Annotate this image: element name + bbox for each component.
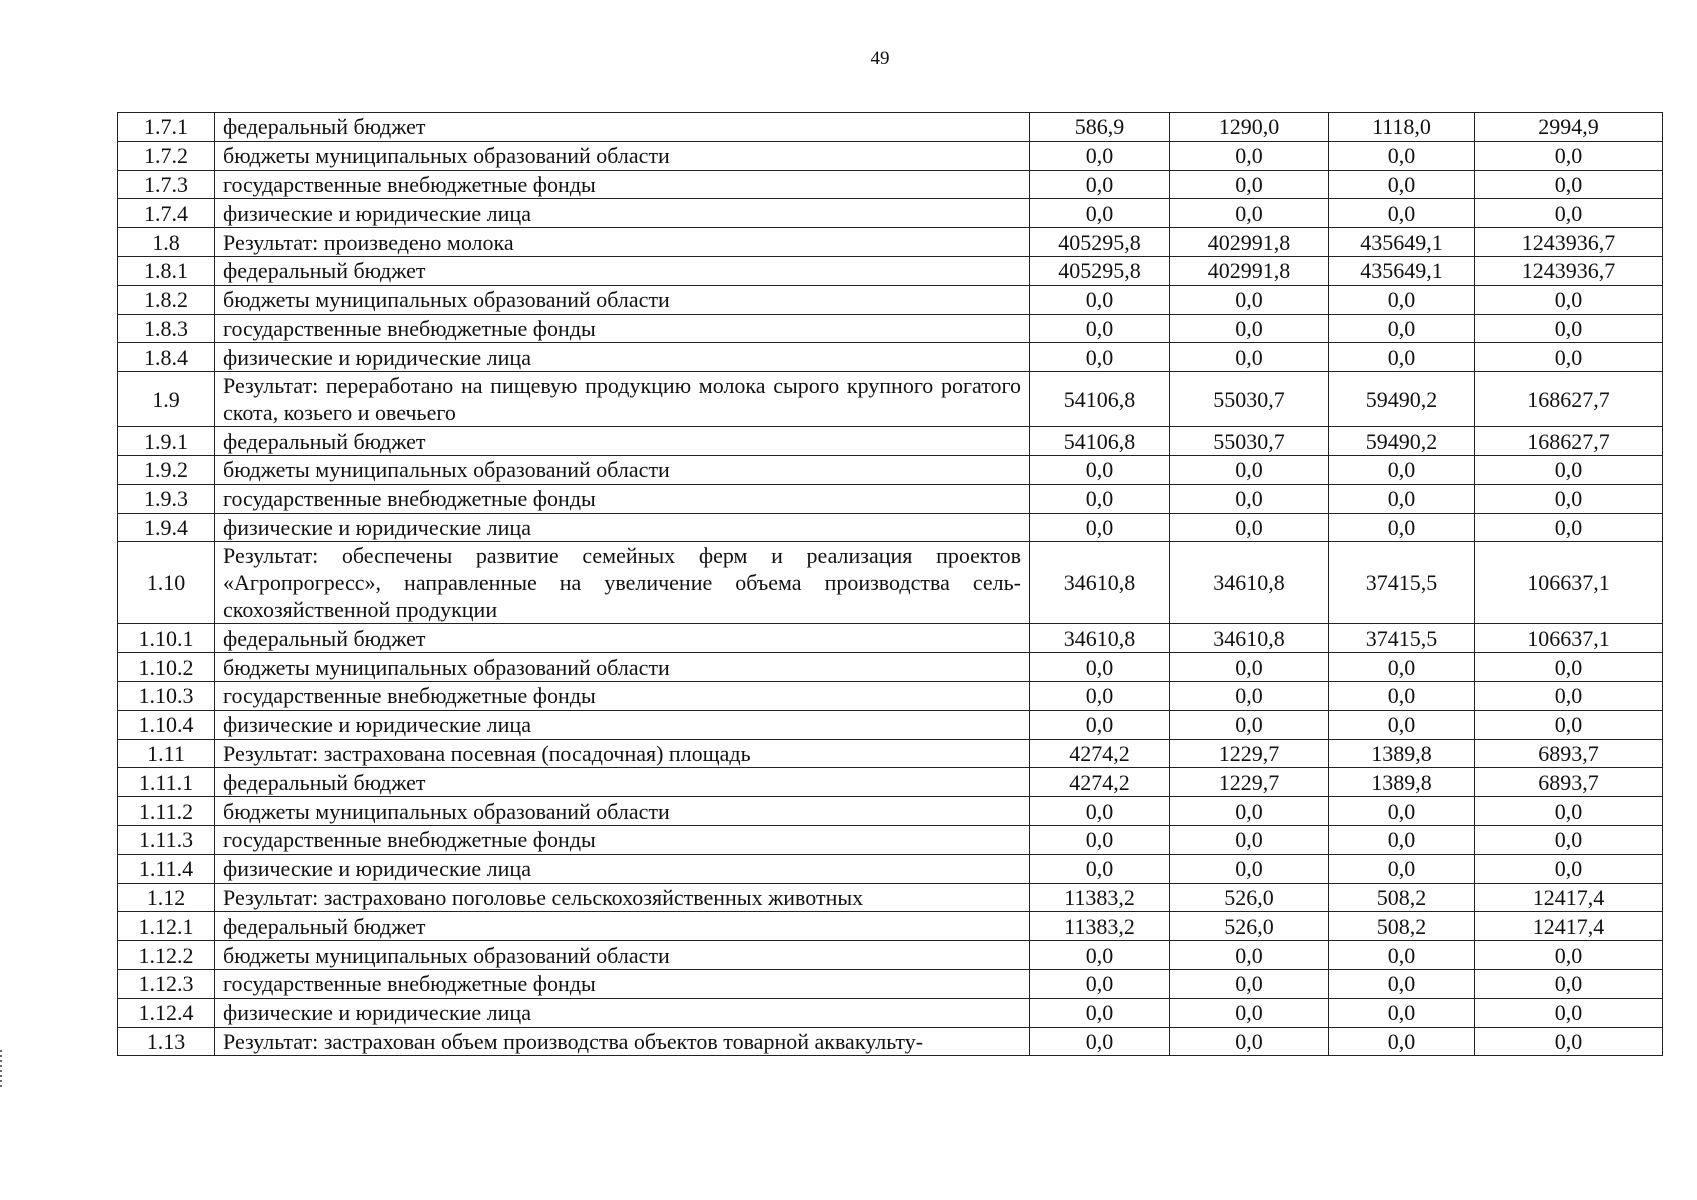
value-cell-1: 586,9 [1030,113,1170,142]
value-cell-1: 0,0 [1030,343,1170,372]
value-cell-3: 37415,5 [1329,542,1475,624]
value-cell-2: 0,0 [1170,941,1329,970]
table-row [118,797,1663,826]
row-description-cell: государственные внебюджетные фонды [215,969,1030,998]
table-row [118,854,1663,883]
value-cell-2: 0,0 [1170,797,1329,826]
value-cell-1: 0,0 [1030,681,1170,710]
value-cell-1: 0,0 [1030,513,1170,542]
value-cell-3: 0,0 [1329,513,1475,542]
budget-table [117,112,1663,1056]
row-number-cell: 1.13 [118,1027,215,1056]
table-row [118,739,1663,768]
value-cell-3: 0,0 [1329,854,1475,883]
value-cell-total: 106637,1 [1475,542,1663,624]
value-cell-total: 0,0 [1475,797,1663,826]
row-number-cell: 1.10.2 [118,653,215,682]
value-cell-total: 0,0 [1475,854,1663,883]
value-cell-2: 1290,0 [1170,113,1329,142]
value-cell-2: 0,0 [1170,969,1329,998]
value-cell-3: 435649,1 [1329,228,1475,257]
value-cell-2: 0,0 [1170,1027,1329,1056]
value-cell-3: 1118,0 [1329,113,1475,142]
value-cell-2: 0,0 [1170,998,1329,1027]
value-cell-total: 0,0 [1475,941,1663,970]
value-cell-2: 0,0 [1170,484,1329,513]
value-cell-3: 0,0 [1329,141,1475,170]
value-cell-3: 0,0 [1329,941,1475,970]
row-description-cell: Результат: произведено молока [215,228,1030,257]
row-number-cell: 1.11.1 [118,768,215,797]
row-description-cell: физические и юридические лица [215,513,1030,542]
row-description-cell: бюджеты муниципальных образований области [215,941,1030,970]
row-number-cell: 1.10.3 [118,681,215,710]
value-cell-total: 0,0 [1475,314,1663,343]
row-number-cell: 1.12.1 [118,912,215,941]
value-cell-total: 0,0 [1475,170,1663,199]
table-row [118,681,1663,710]
table-row [118,513,1663,542]
row-number-cell: 1.8.2 [118,285,215,314]
value-cell-1: 11383,2 [1030,883,1170,912]
value-cell-3: 0,0 [1329,314,1475,343]
value-cell-1: 0,0 [1030,285,1170,314]
page-number: 49 [870,48,890,69]
row-number-cell: 1.10 [118,542,215,624]
row-number-cell: 1.11.2 [118,797,215,826]
row-number-cell: 1.8 [118,228,215,257]
value-cell-1: 11383,2 [1030,912,1170,941]
value-cell-total: 0,0 [1475,455,1663,484]
row-number-cell: 1.11.4 [118,854,215,883]
value-cell-2: 0,0 [1170,653,1329,682]
row-description-cell: Результат: переработано на пищевую продукцию молока сырого крупного рогатого скота, козьего и овечьего [215,372,1030,427]
value-cell-1: 0,0 [1030,314,1170,343]
value-cell-total: 0,0 [1475,141,1663,170]
row-number-cell: 1.7.1 [118,113,215,142]
row-description-cell: бюджеты муниципальных образований области [215,455,1030,484]
row-number-cell: 1.8.3 [118,314,215,343]
value-cell-3: 37415,5 [1329,624,1475,653]
value-cell-total: 12417,4 [1475,912,1663,941]
value-cell-1: 0,0 [1030,199,1170,228]
row-description-cell: бюджеты муниципальных образований области [215,653,1030,682]
row-number-cell: 1.10.4 [118,710,215,739]
value-cell-2: 0,0 [1170,285,1329,314]
value-cell-3: 0,0 [1329,1027,1475,1056]
table-row [118,314,1663,343]
value-cell-2: 0,0 [1170,681,1329,710]
value-cell-3: 0,0 [1329,484,1475,513]
row-description-cell: федеральный бюджет [215,624,1030,653]
row-description-cell: федеральный бюджет [215,427,1030,456]
value-cell-3: 0,0 [1329,710,1475,739]
table-row [118,113,1663,142]
value-cell-1: 0,0 [1030,484,1170,513]
value-cell-total: 1243936,7 [1475,256,1663,285]
row-description-cell: государственные внебюджетные фонды [215,314,1030,343]
value-cell-2: 55030,7 [1170,427,1329,456]
value-cell-1: 0,0 [1030,141,1170,170]
table-row [118,1027,1663,1056]
value-cell-2: 402991,8 [1170,228,1329,257]
row-description-cell: бюджеты муниципальных образований области [215,285,1030,314]
table-row [118,170,1663,199]
value-cell-2: 0,0 [1170,825,1329,854]
row-number-cell: 1.7.4 [118,199,215,228]
value-cell-total: 0,0 [1475,969,1663,998]
value-cell-total: 0,0 [1475,285,1663,314]
row-description-cell: федеральный бюджет [215,768,1030,797]
table-row [118,455,1663,484]
value-cell-1: 4274,2 [1030,768,1170,797]
table-row [118,825,1663,854]
value-cell-3: 508,2 [1329,883,1475,912]
row-description-cell: государственные внебюджетные фонды [215,825,1030,854]
table-row [118,969,1663,998]
row-description-cell: государственные внебюджетные фонды [215,170,1030,199]
value-cell-1: 0,0 [1030,998,1170,1027]
value-cell-2: 526,0 [1170,912,1329,941]
row-number-cell: 1.7.3 [118,170,215,199]
value-cell-total: 0,0 [1475,343,1663,372]
row-description-cell: физические и юридические лица [215,199,1030,228]
value-cell-1: 0,0 [1030,710,1170,739]
value-cell-2: 402991,8 [1170,256,1329,285]
table-row [118,199,1663,228]
table-row [118,883,1663,912]
row-description-cell: государственные внебюджетные фонды [215,484,1030,513]
value-cell-3: 0,0 [1329,170,1475,199]
value-cell-1: 34610,8 [1030,542,1170,624]
value-cell-total: 6893,7 [1475,739,1663,768]
value-cell-1: 0,0 [1030,455,1170,484]
value-cell-2: 0,0 [1170,343,1329,372]
value-cell-total: 0,0 [1475,513,1663,542]
value-cell-3: 0,0 [1329,969,1475,998]
value-cell-1: 0,0 [1030,969,1170,998]
value-cell-1: 0,0 [1030,854,1170,883]
row-number-cell: 1.8.1 [118,256,215,285]
value-cell-2: 34610,8 [1170,624,1329,653]
value-cell-3: 0,0 [1329,797,1475,826]
value-cell-total: 0,0 [1475,710,1663,739]
value-cell-1: 0,0 [1030,941,1170,970]
value-cell-1: 4274,2 [1030,739,1170,768]
value-cell-2: 0,0 [1170,314,1329,343]
row-description-cell: Результат: застрахована посевная (посадочная) площадь [215,739,1030,768]
value-cell-3: 0,0 [1329,285,1475,314]
value-cell-3: 59490,2 [1329,427,1475,456]
value-cell-1: 0,0 [1030,825,1170,854]
value-cell-1: 34610,8 [1030,624,1170,653]
table-row [118,912,1663,941]
value-cell-3: 59490,2 [1329,372,1475,427]
value-cell-2: 526,0 [1170,883,1329,912]
row-number-cell: 1.9.2 [118,455,215,484]
row-description-cell: федеральный бюджет [215,912,1030,941]
value-cell-1: 405295,8 [1030,256,1170,285]
value-cell-2: 0,0 [1170,710,1329,739]
value-cell-total: 0,0 [1475,825,1663,854]
value-cell-total: 0,0 [1475,681,1663,710]
row-number-cell: 1.11.3 [118,825,215,854]
value-cell-2: 34610,8 [1170,542,1329,624]
table-row [118,228,1663,257]
value-cell-total: 0,0 [1475,199,1663,228]
value-cell-3: 1389,8 [1329,768,1475,797]
row-description-cell: бюджеты муниципальных образований области [215,797,1030,826]
row-description-cell: федеральный бюджет [215,256,1030,285]
value-cell-1: 0,0 [1030,797,1170,826]
value-cell-total: 1243936,7 [1475,228,1663,257]
row-number-cell: 1.9 [118,372,215,427]
row-number-cell: 1.9.1 [118,427,215,456]
row-number-cell: 1.9.4 [118,513,215,542]
row-number-cell: 1.12 [118,883,215,912]
value-cell-total: 168627,7 [1475,427,1663,456]
value-cell-total: 0,0 [1475,484,1663,513]
value-cell-3: 0,0 [1329,998,1475,1027]
table-row [118,542,1663,624]
row-number-cell: 1.12.3 [118,969,215,998]
value-cell-3: 1389,8 [1329,739,1475,768]
value-cell-2: 55030,7 [1170,372,1329,427]
value-cell-total: 0,0 [1475,1027,1663,1056]
row-description-cell: физические и юридические лица [215,854,1030,883]
row-description-cell: физические и юридические лица [215,710,1030,739]
value-cell-3: 0,0 [1329,199,1475,228]
table-row [118,343,1663,372]
row-description-cell: государственные внебюджетные фонды [215,681,1030,710]
value-cell-3: 0,0 [1329,681,1475,710]
row-number-cell: 1.8.4 [118,343,215,372]
value-cell-2: 0,0 [1170,854,1329,883]
row-description-cell: физические и юридические лица [215,998,1030,1027]
value-cell-2: 1229,7 [1170,768,1329,797]
value-cell-total: 6893,7 [1475,768,1663,797]
row-description-cell: Результат: застрахован объем производства объектов товарной аквакульту- [215,1027,1030,1056]
value-cell-2: 0,0 [1170,455,1329,484]
table-row [118,710,1663,739]
row-description-cell: Результат: обеспечены развитие семейных ферм и реализация проектов «Агропрогресс», направленные на увеличение объема производства сель-скохозяйственной продукции [215,542,1030,624]
table-body [118,113,1663,1056]
value-cell-1: 54106,8 [1030,427,1170,456]
row-number-cell: 1.11 [118,739,215,768]
value-cell-3: 0,0 [1329,455,1475,484]
value-cell-3: 508,2 [1329,912,1475,941]
value-cell-3: 0,0 [1329,825,1475,854]
table-row [118,998,1663,1027]
value-cell-3: 435649,1 [1329,256,1475,285]
table-row [118,484,1663,513]
row-description-cell: физические и юридические лица [215,343,1030,372]
value-cell-1: 54106,8 [1030,372,1170,427]
value-cell-1: 0,0 [1030,170,1170,199]
value-cell-total: 2994,9 [1475,113,1663,142]
row-description-cell: бюджеты муниципальных образований области [215,141,1030,170]
value-cell-2: 0,0 [1170,513,1329,542]
row-number-cell: 1.12.2 [118,941,215,970]
row-number-cell: 1.12.4 [118,998,215,1027]
table-row [118,141,1663,170]
row-description-cell: федеральный бюджет [215,113,1030,142]
scan-edge-mark [0,1050,2,1090]
value-cell-3: 0,0 [1329,343,1475,372]
value-cell-total: 106637,1 [1475,624,1663,653]
row-number-cell: 1.7.2 [118,141,215,170]
value-cell-total: 0,0 [1475,653,1663,682]
value-cell-1: 405295,8 [1030,228,1170,257]
table-row [118,653,1663,682]
value-cell-total: 0,0 [1475,998,1663,1027]
value-cell-1: 0,0 [1030,1027,1170,1056]
value-cell-1: 0,0 [1030,653,1170,682]
table-row [118,427,1663,456]
value-cell-3: 0,0 [1329,653,1475,682]
row-description-cell: Результат: застраховано поголовье сельскохозяйственных животных [215,883,1030,912]
value-cell-2: 0,0 [1170,141,1329,170]
table-row [118,372,1663,427]
table-row [118,768,1663,797]
value-cell-2: 0,0 [1170,199,1329,228]
value-cell-2: 1229,7 [1170,739,1329,768]
table-row [118,285,1663,314]
value-cell-2: 0,0 [1170,170,1329,199]
row-number-cell: 1.10.1 [118,624,215,653]
table-row [118,256,1663,285]
table-row [118,941,1663,970]
row-number-cell: 1.9.3 [118,484,215,513]
value-cell-total: 168627,7 [1475,372,1663,427]
value-cell-total: 12417,4 [1475,883,1663,912]
table-row [118,624,1663,653]
